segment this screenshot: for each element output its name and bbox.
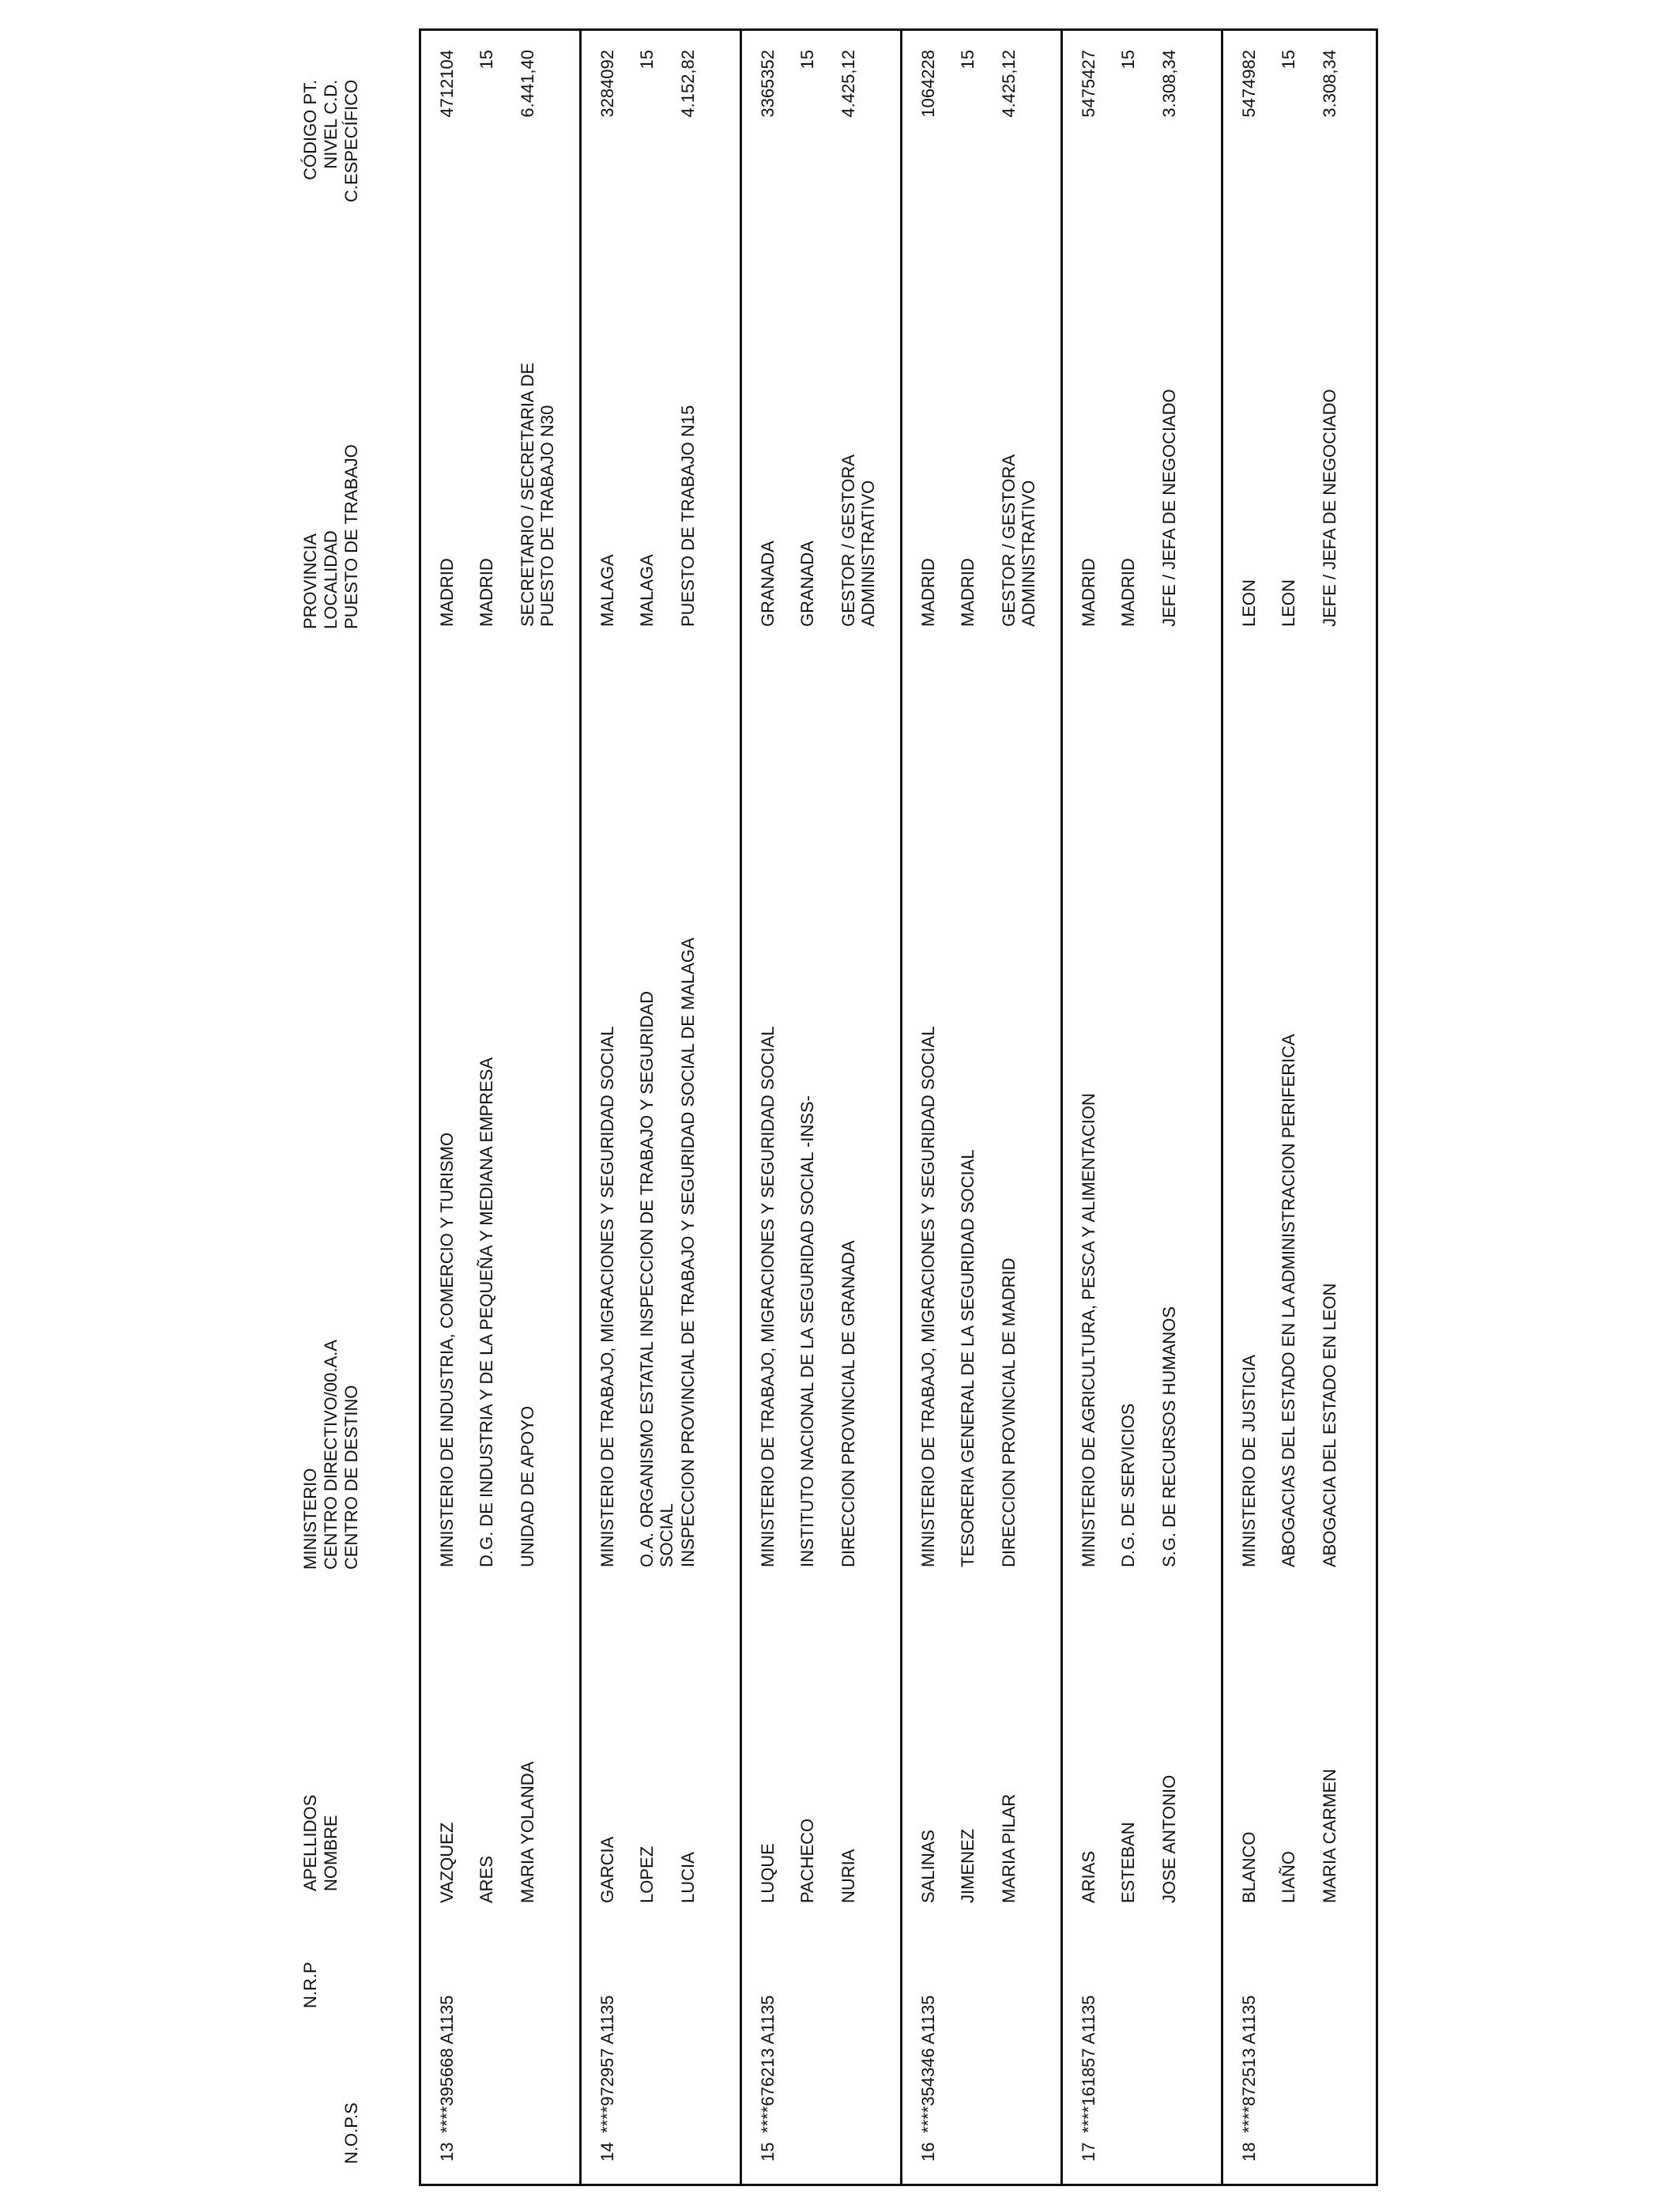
- especifico-value: 3.308,34: [1159, 50, 1179, 118]
- nombre-value: LUCIA: [678, 1852, 698, 1903]
- row-number: 18: [1239, 2142, 1259, 2162]
- nombre-value: MARIA PILAR: [999, 1793, 1019, 1903]
- header-centro-directivo-label: CENTRO DIRECTIVO/00.A.A: [321, 1340, 341, 1570]
- codigo-value: 3365352: [758, 50, 778, 118]
- nrp-value: ****161857 A1135: [1079, 1995, 1098, 2133]
- nrp-value: ****872513 A1135: [1239, 1995, 1259, 2133]
- apellido2-value: PACHECO: [797, 1818, 817, 1903]
- nrp-value: ****354346 A1135: [918, 1995, 938, 2133]
- ministerio-value: MINISTERIO DE TRABAJO, MIGRACIONES Y SEGURIDAD SOCIAL: [918, 1026, 938, 1567]
- provincia-value: GRANADA: [758, 541, 778, 627]
- table-row: [582, 31, 742, 2184]
- nrp-value: ****972957 A1135: [597, 1995, 617, 2133]
- apellido1-value: BLANCO: [1239, 1831, 1259, 1903]
- codigo-value: 4712104: [437, 50, 457, 118]
- puesto-value: PUESTO DE TRABAJO N15: [678, 405, 698, 627]
- puesto-value: JEFE / JEFA DE NEGOCIADO: [1320, 389, 1339, 627]
- apellido1-value: VAZQUEZ: [437, 1822, 457, 1903]
- puesto-value: SECRETARIO / SECRETARIA DE: [518, 362, 537, 627]
- provincia-value: LEON: [1239, 579, 1259, 627]
- puesto-value: ADMINISTRATIVO: [858, 480, 878, 627]
- especifico-value: 4.425,12: [838, 50, 858, 118]
- provincia-value: MADRID: [437, 558, 457, 627]
- row-number: 17: [1079, 2142, 1098, 2162]
- localidad-value: MADRID: [1118, 558, 1138, 627]
- codigo-value: 5475427: [1079, 50, 1098, 118]
- apellido1-value: GARCIA: [597, 1836, 617, 1903]
- ministerio-value: MINISTERIO DE TRABAJO, MIGRACIONES Y SEGURIDAD SOCIAL: [758, 1026, 778, 1567]
- especifico-value: 4.425,12: [999, 50, 1019, 118]
- nombre-value: MARIA YOLANDA: [518, 1761, 537, 1903]
- centro-destino-value: S.G. DE RECURSOS HUMANOS: [1159, 1306, 1179, 1567]
- apellido2-value: ESTEBAN: [1118, 1822, 1138, 1903]
- centro-destino-value: INSPECCION PROVINCIAL DE TRABAJO Y SEGURIDAD SOCIAL DE MALAGA: [678, 937, 698, 1567]
- localidad-value: MADRID: [958, 558, 977, 627]
- provincia-value: MALAGA: [597, 554, 617, 627]
- nombre-value: NURIA: [838, 1849, 858, 1903]
- nivel-value: 15: [477, 50, 496, 70]
- header-especifico-label: C.ESPECÍFICO: [341, 79, 361, 202]
- centro-directivo-value: INSTITUTO NACIONAL DE LA SEGURIDAD SOCIAL -INSS-: [797, 1095, 817, 1567]
- codigo-value: 1064228: [918, 50, 938, 118]
- header-nops-label: N.O.P.S: [341, 2102, 361, 2164]
- records-table: [419, 28, 1378, 2186]
- nombre-value: JOSE ANTONIO: [1159, 1774, 1179, 1903]
- apellido2-value: LOPEZ: [637, 1845, 657, 1903]
- centro-destino-value: ABOGACIA DEL ESTADO EN LEON: [1320, 1283, 1339, 1567]
- nivel-value: 15: [797, 50, 817, 70]
- centro-directivo-value: D.G. DE INDUSTRIA Y DE LA PEQUEÑA Y MEDIANA EMPRESA: [477, 1057, 496, 1567]
- header-nrp-label: N.R.P: [300, 1962, 320, 2008]
- puesto-value: JEFE / JEFA DE NEGOCIADO: [1159, 389, 1179, 627]
- ministerio-value: MINISTERIO DE TRABAJO, MIGRACIONES Y SEGURIDAD SOCIAL: [597, 1026, 617, 1567]
- apellido2-value: LIAÑO: [1279, 1850, 1298, 1903]
- header-codigo: [300, 80, 362, 202]
- header-apellidos: [300, 1795, 341, 1891]
- header-localidad-label: LOCALIDAD: [321, 530, 341, 629]
- localidad-value: GRANADA: [797, 541, 817, 627]
- localidad-value: LEON: [1279, 579, 1298, 627]
- header-codigo-label: CÓDIGO PT.: [300, 79, 320, 180]
- table-row: [1063, 31, 1223, 2184]
- table-row: [902, 31, 1063, 2184]
- header-provincia: [300, 444, 362, 629]
- apellido1-value: ARIAS: [1079, 1850, 1098, 1903]
- table-row: [742, 31, 902, 2184]
- centro-destino-value: DIRECCION PROVINCIAL DE MADRID: [999, 1257, 1019, 1567]
- especifico-value: 4.152,82: [678, 50, 698, 118]
- centro-destino-value: DIRECCION PROVINCIAL DE GRANADA: [838, 1240, 858, 1567]
- localidad-value: MALAGA: [637, 554, 657, 627]
- provincia-value: MADRID: [918, 558, 938, 627]
- nombre-value: MARIA CARMEN: [1320, 1769, 1339, 1903]
- nivel-value: 15: [1118, 50, 1138, 70]
- header-centro-destino-label: CENTRO DE DESTINO: [341, 1385, 361, 1570]
- puesto-value: GESTOR / GESTORA: [838, 454, 858, 627]
- localidad-value: MADRID: [477, 558, 496, 627]
- apellido2-value: ARES: [477, 1856, 496, 1903]
- centro-directivo-value: O.A. ORGANISMO ESTATAL INSPECCION DE TRABAJO Y SEGURIDAD: [637, 991, 657, 1567]
- row-number: 14: [597, 2142, 617, 2162]
- apellido1-value: SALINAS: [918, 1830, 938, 1903]
- centro-directivo-value: D.G. DE SERVICIOS: [1118, 1403, 1138, 1567]
- centro-destino-value: UNIDAD DE APOYO: [518, 1405, 537, 1567]
- header-puesto-label: PUESTO DE TRABAJO: [341, 444, 361, 629]
- nrp-value: ****395668 A1135: [437, 1995, 457, 2133]
- header-apellidos-label: APELLIDOS: [300, 1794, 320, 1891]
- provincia-value: MADRID: [1079, 558, 1098, 627]
- codigo-value: 3284092: [597, 50, 617, 118]
- ministerio-value: MINISTERIO DE JUSTICIA: [1239, 1355, 1259, 1567]
- puesto-value: ADMINISTRATIVO: [1019, 480, 1038, 627]
- row-number: 13: [437, 2142, 457, 2162]
- centro-directivo-value: TESORERIA GENERAL DE LA SEGURIDAD SOCIAL: [958, 1149, 977, 1567]
- apellido2-value: JIMENEZ: [958, 1828, 977, 1903]
- header-nivel-label: NIVEL C.D.: [321, 79, 341, 169]
- nivel-value: 15: [1279, 50, 1298, 70]
- codigo-value: 5474982: [1239, 50, 1259, 118]
- row-number: 16: [918, 2142, 938, 2162]
- table-row: [1223, 31, 1384, 2184]
- nivel-value: 15: [637, 50, 657, 70]
- header-nrp: [300, 1962, 321, 2008]
- ministerio-value: MINISTERIO DE INDUSTRIA, COMERCIO Y TURISMO: [437, 1132, 457, 1567]
- puesto-value: PUESTO DE TRABAJO N30: [537, 405, 557, 627]
- header-nombre-label: NOMBRE: [321, 1815, 341, 1891]
- table-row: [421, 31, 582, 2184]
- apellido1-value: LUQUE: [758, 1843, 778, 1903]
- header-ministerio: [300, 1340, 362, 1570]
- especifico-value: 6.441,40: [518, 50, 537, 118]
- nrp-value: ****676213 A1135: [758, 1995, 778, 2133]
- especifico-value: 3.308,34: [1320, 50, 1339, 118]
- header-provincia-label: PROVINCIA: [300, 533, 320, 629]
- centro-directivo-value: ABOGACIAS DEL ESTADO EN LA ADMINISTRACION PERIFERICA: [1279, 1034, 1298, 1567]
- nivel-value: 15: [958, 50, 977, 70]
- row-number: 15: [758, 2142, 778, 2162]
- header-nops: [341, 2102, 362, 2164]
- centro-directivo-value-cont: SOCIAL: [657, 1503, 676, 1567]
- ministerio-value: MINISTERIO DE AGRICULTURA, PESCA Y ALIMENTACION: [1079, 1093, 1098, 1567]
- puesto-value: GESTOR / GESTORA: [999, 454, 1019, 627]
- header-ministerio-label: MINISTERIO: [300, 1468, 320, 1570]
